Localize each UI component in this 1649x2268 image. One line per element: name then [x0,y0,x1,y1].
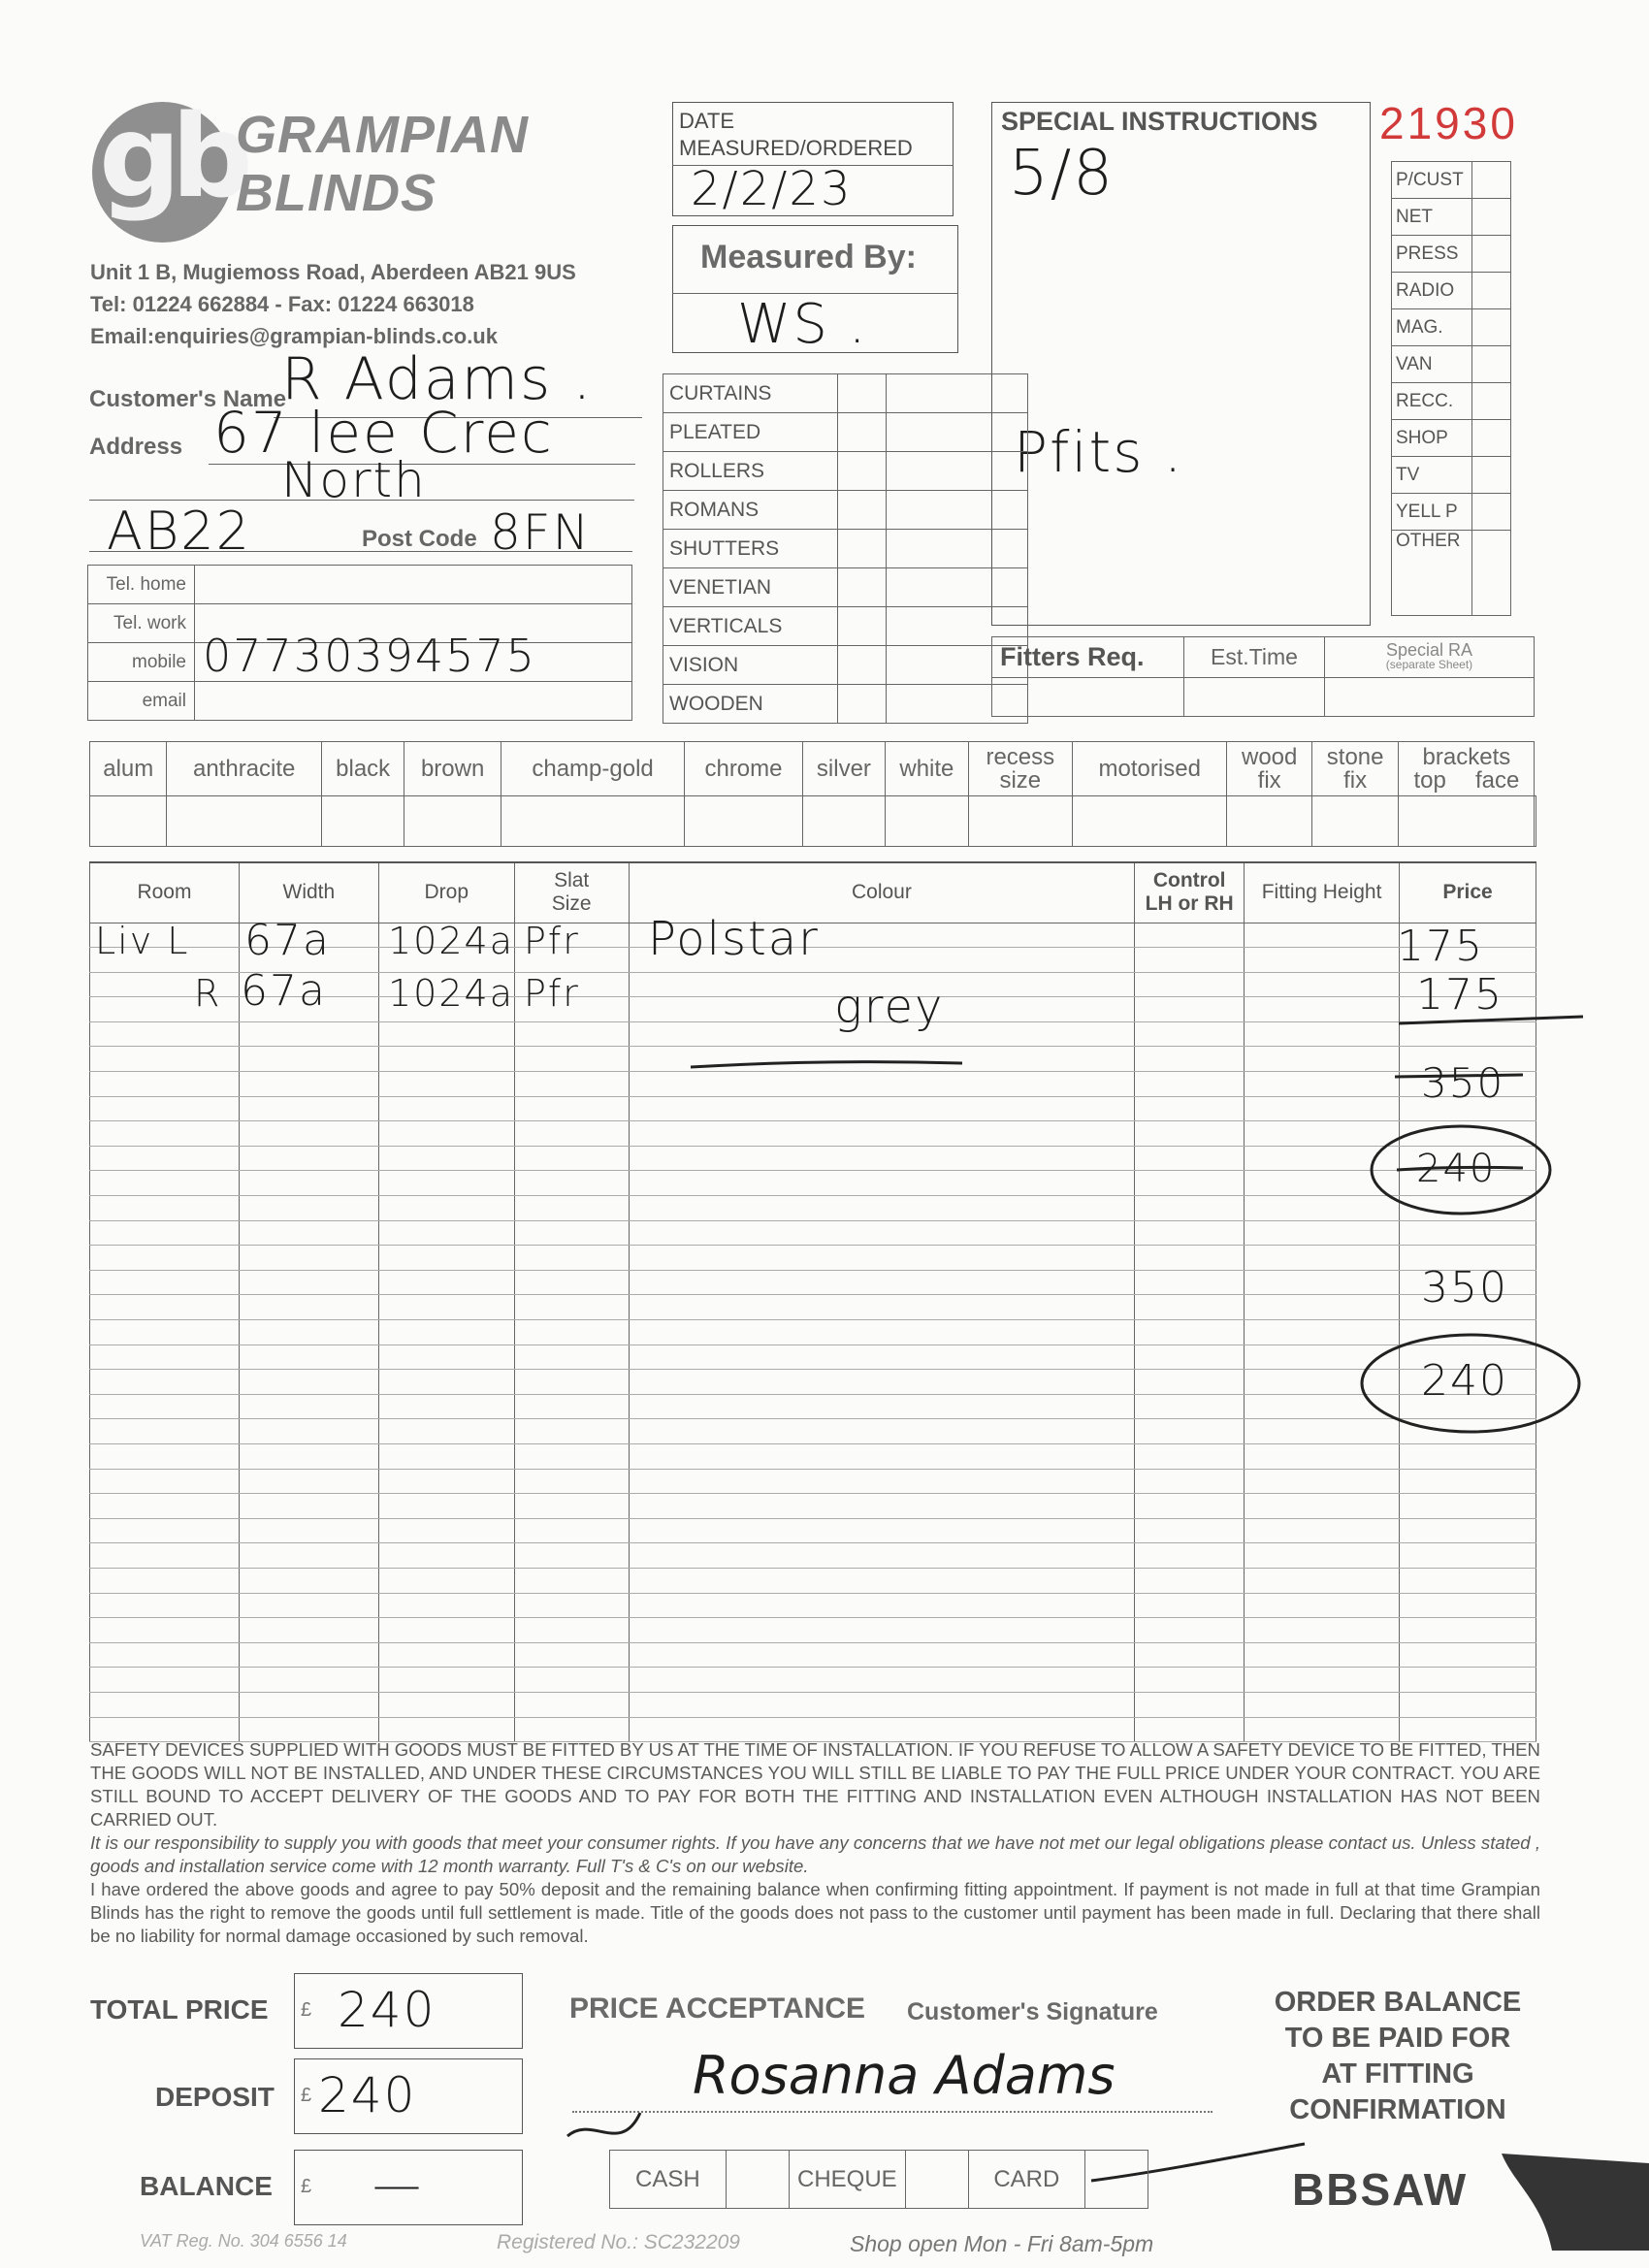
source-code-label: SHOP [1392,420,1472,457]
mobile-label: mobile [88,643,195,682]
header-label: Slat [554,869,590,892]
row2-room: R [194,972,222,1015]
order-balance-note [1251,1985,1544,2128]
product-type-label: SHUTTERS [663,530,838,568]
registered-no: Registered No.: SC232209 [497,2231,740,2253]
deposit-currency: £ [301,2085,312,2106]
measured-by-label: Measured By: [700,239,917,275]
special-ra-label: Special RA [1385,639,1473,660]
vat-reg: VAT Reg. No. 304 6556 14 [140,2231,347,2251]
option-colour-alum: alum [90,742,167,796]
option-colour-white: white [886,742,968,796]
option-brackets-label: brackets [1422,743,1511,770]
date-value: 2/2/23 [691,162,853,216]
product-type-label: ROLLERS [663,452,838,491]
price-note-4: 240 [1421,1356,1508,1406]
header-label: Width [282,881,336,904]
row1-colour: Polstar [648,912,820,966]
product-type-label: PLEATED [663,413,838,452]
source-code-label: TV [1392,457,1472,494]
special-note-1: 5/8 [1009,138,1115,210]
source-code-label: RADIO [1392,273,1472,309]
row2-slat: Pfr [524,972,580,1015]
address-label: Address [89,434,183,460]
header-label: Size [551,892,592,916]
option-recess-1: recess [986,743,1055,770]
product-type-label: WOODEN [663,685,838,724]
payment-method-check[interactable] [1084,2151,1148,2209]
option-stone-2: fix [1343,766,1368,794]
order-balance-line2: TO BE PAID FOR [1284,2023,1511,2054]
row1-price: 175 [1397,922,1484,971]
deposit-box [294,2058,523,2134]
payment-method-cheque: CHEQUE [789,2151,905,2209]
price-note-1: 350 [1421,1059,1505,1107]
terms-responsibility: It is our responsibility to supply you with goods that meet your consumer rights. If you have any concerns that we have not met our legal obligations please contact us. Unless stated , goods and installation service come with 12 month warranty. Full T's & C's on our website. [90,1832,1540,1876]
row1-width: 67a [244,916,331,965]
row2-colour: grey [834,980,945,1034]
price-note-2: 240 [1416,1147,1497,1191]
header-label: Price [1442,881,1493,904]
company-email: Email:enquiries@grampian-blinds.co.uk [90,324,498,348]
tel-work-label: Tel. work [88,604,195,643]
date-label-2: MEASURED/ORDERED [679,136,913,160]
customer-name-label: Customer's Name [89,386,287,412]
balance-label: BALANCE [140,2171,273,2201]
product-type-label: ROMANS [663,491,838,530]
order-balance-line4: CONFIRMATION [1289,2094,1506,2125]
source-code-label: PRESS [1392,236,1472,273]
option-brackets-top: top [1413,766,1446,794]
deposit-value: 240 [318,2067,417,2123]
row1-slat: Pfr [524,920,580,962]
balance-value: — [372,2156,423,2213]
product-type-label: VERTICALS [663,607,838,646]
option-colour-champ-gold: champ-gold [501,742,684,796]
fitters-label: Fitters Req. [992,637,1184,678]
row1-drop: 1024a [388,920,514,962]
terms-safety: SAFETY DEVICES SUPPLIED WITH GOODS MUST BE FITTED BY US AT THE TIME OF INSTALLATION. IF YOU REFUSE TO ALLOW A SAFETY DEVICE TO BE FITTED, THEN THE GOODS WILL NOT BE INSTALLED, AND UNDER THESE CIRCUMSTANCES YOU WILL STILL BE LIABLE TO PAY THE FULL PRICE UNDER YOUR CONTRACT. YOU ARE STILL BOUND TO ACCEPT DELIVERY OF THE GOODS AND TO PAY FOR BOTH THE FITTING AND INSTALLATION EVEN ALTHOUGH INSTALLATION HAS NOT BEEN CARRIED OUT. [90,1739,1540,1830]
bbsaw-logo: BBSAW [1292,2164,1469,2215]
header-label: Fitting Height [1261,881,1382,904]
row2-drop: 1024a [388,972,514,1015]
total-price-value: 240 [338,1982,436,2038]
option-motorised: motorised [1073,742,1227,796]
est-time-label: Est.Time [1184,637,1325,678]
order-balance-line1: ORDER BALANCE [1274,1987,1522,2018]
price-acceptance-label: PRICE ACCEPTANCE [569,1993,866,2025]
row1-room: Liv L [95,920,190,962]
special-note-2: Pfits . [1014,419,1184,485]
price-note-3: 350 [1421,1263,1508,1312]
company-name-line2: BLINDS [236,164,436,222]
shop-hours: Shop open Mon - Fri 8am-5pm [850,2231,1154,2256]
payment-method-check[interactable] [726,2151,789,2209]
header-label: Room [137,881,192,904]
source-code-label: VAN [1392,346,1472,383]
balance-box [294,2150,523,2225]
email-label: email [88,682,195,721]
customer-name-value: R Adams . [281,345,594,413]
row2-width: 67a [241,966,327,1016]
deposit-label: DEPOSIT [155,2082,275,2112]
total-currency: £ [301,1999,312,2021]
source-code-label: YELL P [1392,494,1472,531]
option-wood-2: fix [1257,766,1281,794]
product-type-label: VENETIAN [663,568,838,607]
source-code-label: NET [1392,199,1472,236]
address-line3: AB22 [107,501,252,562]
product-type-label: VISION [663,646,838,685]
option-colour-black: black [321,742,404,796]
option-recess-2: size [999,766,1042,794]
signature-line [572,2111,1212,2113]
date-label-1: DATE [679,109,735,133]
address-line2: North [281,452,427,508]
total-price-label: TOTAL PRICE [90,1994,269,2025]
total-price-box [294,1973,523,2049]
logo-letters: gb [99,89,243,223]
header-label: Drop [424,881,469,904]
option-colour-chrome: chrome [685,742,802,796]
payment-method-cash: CASH [610,2151,727,2209]
payment-method-table [609,2150,1148,2209]
terms-text [90,1738,1540,1948]
company-address: Unit 1 B, Mugiemoss Road, Aberdeen AB21 9US [90,260,576,284]
payment-method-check[interactable] [905,2151,968,2209]
order-balance-line3: AT FITTING [1321,2058,1474,2090]
row2-price: 175 [1416,970,1504,1020]
option-colour-brown: brown [404,742,501,796]
company-phone: Tel: 01224 662884 - Fax: 01224 663018 [90,292,474,316]
customer-signature-label: Customer's Signature [907,1998,1158,2025]
source-code-label: MAG. [1392,309,1472,346]
customer-signature: Rosanna Adams [693,2045,1116,2106]
mobile-value: 07730394575 [203,630,536,682]
special-ra-sub: (separate Sheet) [1385,657,1473,671]
order-number: 21930 [1379,98,1518,148]
source-code-label: RECC. [1392,383,1472,420]
special-instructions-label: SPECIAL INSTRUCTIONS [1001,107,1318,136]
source-code-label: OTHER [1392,531,1472,616]
balance-currency: £ [301,2176,312,2197]
measured-by-value: WS . [737,293,868,356]
option-wood-1: wood [1241,743,1298,770]
tel-home-label: Tel. home [88,566,195,604]
option-stone-1: stone [1326,743,1384,770]
product-type-label: CURTAINS [663,374,838,413]
postcode-label: Post Code [362,526,477,552]
header-label: Control [1152,869,1226,892]
address-line1: 67 lee Crec [213,400,554,466]
header-label: LH or RH [1145,892,1234,916]
postcode-value: 8FN [490,504,591,561]
source-code-label: P/CUST [1392,162,1472,199]
option-colour-silver: silver [802,742,885,796]
company-name-line1: GRAMPIAN [236,106,529,164]
payment-method-card: CARD [968,2151,1084,2209]
option-brackets-face: face [1474,766,1520,794]
terms-deposit: I have ordered the above goods and agree to pay 50% deposit and the remaining balance when confirming fitting appointment. If payment is not made in full at that time Grampian Blinds has the right to remove the goods until full settlement is made. Title of the goods does not pass to the customer until payment has been made in full. Declaring that there shall be no liability for normal damage occasioned by such removal. [90,1879,1540,1946]
header-label: Colour [851,881,912,904]
option-colour-anthracite: anthracite [167,742,321,796]
